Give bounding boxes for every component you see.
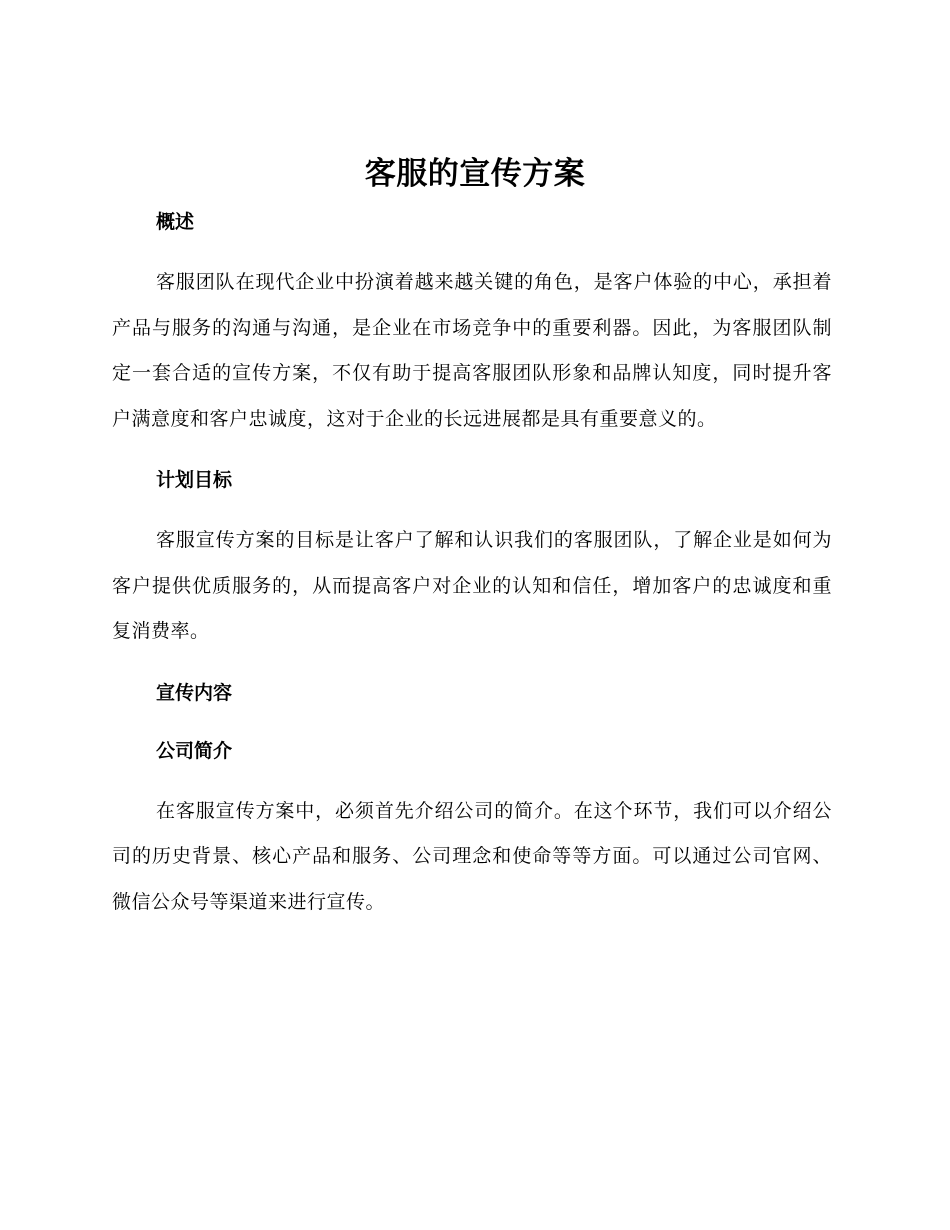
- document-title: 客服的宣传方案: [364, 156, 586, 192]
- document-body: [112, 204, 832, 925]
- section-heading-overview: 概述: [156, 211, 195, 233]
- section-paragraph-overview: 客服团队在现代企业中扮演着越来越关键的角色，是客户体验的中心，承担着产品与服务的沟通与沟通，是企业在市场竞争中的重要利器。因此，为客服团队制定一套合适的宣传方案，不仅有助于提高客服团队形象和品牌认知度，同时提升客户满意度和客户忠诚度，这对于企业的长远进展都是具有重要意义的。: [112, 271, 832, 430]
- section-paragraph-company-intro: 在客服宣传方案中，必须首先介绍公司的简介。在这个环节，我们可以介绍公司的历史背景、核心产品和服务、公司理念和使命等等方面。可以通过公司官网、微信公众号等渠道来进行宣传。: [112, 799, 832, 913]
- section-heading-goals: 计划目标: [156, 469, 233, 491]
- section-heading-company-intro: 公司简介: [156, 739, 233, 762]
- section-paragraph-goals: 客服宣传方案的目标是让客户了解和认识我们的客服团队，了解企业是如何为客户提供优质服务的，从而提高客户对企业的认知和信任，增加客户的忠诚度和重复消费率。: [112, 529, 832, 642]
- section-heading-content: 宣传内容: [156, 681, 233, 704]
